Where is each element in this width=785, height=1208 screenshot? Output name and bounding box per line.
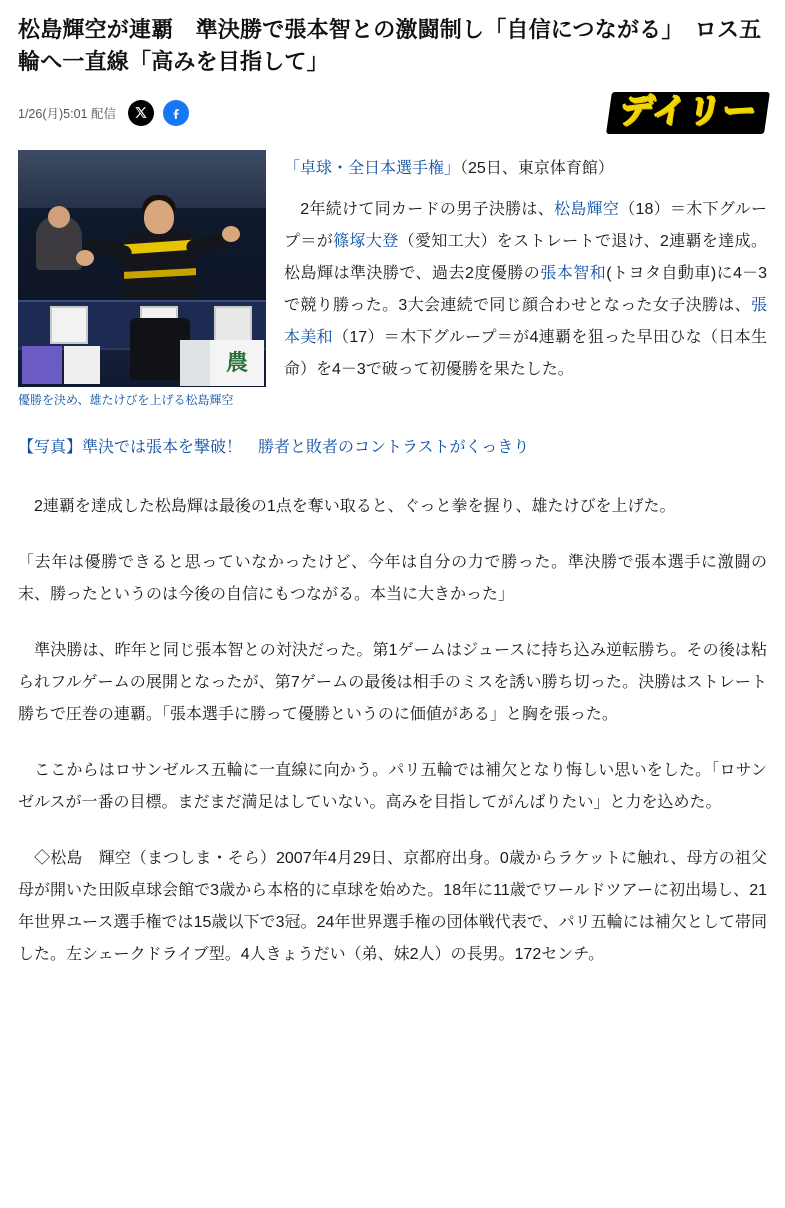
body-paragraph-3: 「去年は優勝できると思っていなかったけど、今年は自分の力で勝った。準決勝で張本選手に激闘の末、勝ったというのは今後の自信にもつながる。本当に大きかった」	[18, 554, 767, 604]
event-subheading	[284, 154, 767, 184]
lead-column	[284, 150, 767, 408]
facebook-icon[interactable]	[163, 100, 189, 126]
player-link-harimoto-miwa[interactable]: 張本美和	[284, 297, 767, 347]
article-meta-row	[18, 92, 767, 134]
meta-left-group	[18, 100, 189, 126]
share-icons	[128, 100, 189, 126]
article-top-block	[18, 150, 767, 409]
publisher-logo-wrap	[609, 92, 767, 134]
player-link-matsushima[interactable]: 松島輝空	[554, 201, 620, 219]
player-link-shinozuka[interactable]: 篠塚大登	[333, 233, 399, 251]
body-paragraph-5: ここからはロサンゼルス五輪に一直線に向かう。パリ五輪では補欠となり悔しい思いをした。「ロサンゼルスが一番の目標。まだまだ満足はしていない。高みを目指してがんばりたい」と力を込めた。	[18, 762, 767, 812]
photo-gallery-link[interactable]: 【写真】準決では張本を撃破！ 勝者と敗者のコントラストがくっきり	[18, 438, 530, 456]
body-paragraph-4: 準決勝は、昨年と同じ張本智との対決だった。第1ゲームはジュースに持ち込み逆転勝ち。その後は粘られフルゲームの展開となったが、第7ゲームの最後は相手のミスを誘い勝ち切った。決勝はストレート勝ちで圧巻の連覇。「張本選手に勝って優勝というのに価値がある」と胸を張った。	[18, 642, 767, 724]
publisher-logo: デイリー	[606, 92, 769, 134]
body-paragraph-2: 2連覇を達成した松島輝は最後の1点を奪い取ると、ぐっと拳を握り、雄たけびを上げた。	[18, 498, 676, 516]
event-link[interactable]: 「卓球・全日本選手権」	[284, 159, 461, 177]
article-body	[18, 433, 767, 971]
publish-timestamp: 1/26(月)5:01 配信	[18, 106, 116, 121]
lead-paragraph	[284, 194, 767, 386]
player-link-harimoto-tomokazu[interactable]: 張本智和	[540, 265, 607, 283]
article-figure	[18, 150, 266, 409]
page-title: 松島輝空が連覇 準決勝で張本智との激闘制し「自信につながる」 ロス五輪へ一直線「高みを目指して」	[18, 17, 762, 74]
lead-text-3: （愛知工大）をストレートで退け、2連覇を達成。松島輝は準決勝で、過去2度優勝の	[284, 233, 767, 283]
lead-text-2: （18）＝木下グループ＝が	[284, 201, 767, 251]
body-paragraph-profile: ◇松島 輝空（まつしま・そら）2007年4月29日、京都府出身。0歳からラケットに触れ、母方の祖父母が開いた田阪卓球会館で3歳から本格的に卓球を始めた。18年に11歳でワールドツアーに初出場し、21年世界ユース選手権では15歳以下で3冠。24年世界選手権の団体戦代表で、パリ五輪には補欠として帯同した。左シェークドライブ型。4人きょうだい（弟、妹2人）の長男。172センチ。	[18, 850, 767, 964]
photo-caption[interactable]: 優勝を決め、雄たけびを上げる松島輝空	[18, 392, 234, 407]
article-photo[interactable]: 農	[18, 150, 266, 387]
lead-text-1: 2年続けて同カードの男子決勝は、	[284, 201, 555, 219]
x-icon[interactable]	[128, 100, 154, 126]
event-detail: （25日、東京体育館）	[460, 159, 614, 177]
lead-text-5: （17）＝木下グループ＝が4連覇を狙った早田ひな（日本生命）を4－3で破って初優勝を果たした。	[284, 329, 767, 379]
lead-text-4: (トヨタ自動車)に4－3で競り勝った。3大会連続で同じ顔合わせとなった女子決勝は、	[284, 265, 767, 315]
